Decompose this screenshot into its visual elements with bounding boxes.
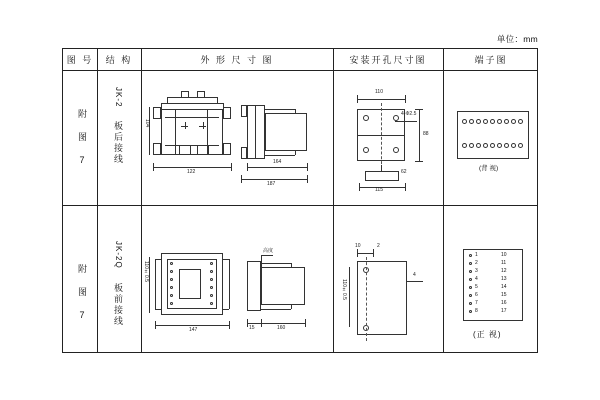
row2-structure-text: 板前接线 xyxy=(113,283,123,327)
header-panel-cutout: 安装开孔尺寸图 xyxy=(349,55,427,65)
col-divider-1 xyxy=(97,49,98,352)
row1-dim-164: 164 xyxy=(273,159,282,165)
col-divider-4 xyxy=(443,49,444,352)
row1-dim-110: 110 xyxy=(375,89,383,95)
header-terminal: 端子图 xyxy=(474,55,508,65)
row2-dim-147: 147 xyxy=(189,327,198,333)
row2-fig-no: 附 图 7 xyxy=(77,264,87,322)
row2-dim-4: 4 xyxy=(413,272,416,278)
row2-structure-model: JK-2Q xyxy=(114,241,123,269)
row2-cutout-drawing xyxy=(339,239,439,355)
row1-terminal-caption: (背 视) xyxy=(479,165,499,172)
col-divider-2 xyxy=(141,49,142,352)
row2-dim-110b: 110±0.5 xyxy=(341,279,347,300)
row2-pin-1: 1 xyxy=(475,252,478,258)
row2-pin-3: 3 xyxy=(475,268,478,274)
row2-label-height: 高度 xyxy=(263,248,274,254)
row2-pin-15: 15 xyxy=(501,292,507,298)
row1-dim-104: 104 xyxy=(144,119,150,128)
row1-dim-88: 88 xyxy=(423,131,429,137)
row2-dim-110: 110±0.5 xyxy=(143,261,149,282)
row1-dim-62: 62 xyxy=(401,169,407,175)
specification-table xyxy=(62,48,538,353)
row2-dim-10: 10 xyxy=(355,243,361,249)
row2-pin-13: 13 xyxy=(501,276,507,282)
row2-pin-8: 8 xyxy=(475,308,478,314)
row2-pin-14: 14 xyxy=(501,284,507,290)
row2-pin-7: 7 xyxy=(475,300,478,306)
row1-dim-187: 187 xyxy=(267,181,276,187)
row2-pin-16: 16 xyxy=(501,300,507,306)
row2-dim-160: 160 xyxy=(277,325,286,331)
row2-pin-12: 12 xyxy=(501,268,507,274)
unit-note: 单位：mm xyxy=(496,34,538,44)
table-header-row xyxy=(63,49,537,71)
header-structure: 结 构 xyxy=(105,55,133,65)
row2-dim-15: 15 xyxy=(249,325,255,331)
row1-dim-hole: 4-Φ2.5 xyxy=(401,111,417,117)
row1-dim-122: 122 xyxy=(187,169,196,175)
row-divider xyxy=(63,205,537,206)
row2-pin-2: 2 xyxy=(475,260,478,266)
header-outline: 外 形 尺 寸 图 xyxy=(200,55,274,65)
row2-pin-6: 6 xyxy=(475,292,478,298)
row2-pin-5: 5 xyxy=(475,284,478,290)
row1-dim-115: 115 xyxy=(375,187,383,193)
row2-outline-drawing xyxy=(143,239,327,349)
row1-fig-no: 附 图 7 xyxy=(77,109,87,167)
row2-dim-2: 2 xyxy=(377,243,380,249)
row1-structure-text: 板后接线 xyxy=(113,121,123,165)
row2-terminal-drawing xyxy=(449,241,537,351)
header-fig-no: 图 号 xyxy=(66,55,94,65)
row1-structure-model: JK-2 xyxy=(114,87,123,108)
row2-pin-4: 4 xyxy=(475,276,478,282)
row2-terminal-caption: (正 视) xyxy=(473,330,502,339)
row2-pin-11: 11 xyxy=(501,260,507,266)
row2-pin-10: 10 xyxy=(501,252,507,258)
row2-pin-17: 17 xyxy=(501,308,507,314)
col-divider-3 xyxy=(333,49,334,352)
row1-cutout-drawing xyxy=(339,85,439,201)
row1-terminal-drawing xyxy=(449,93,537,193)
row1-outline-drawing xyxy=(144,87,327,199)
